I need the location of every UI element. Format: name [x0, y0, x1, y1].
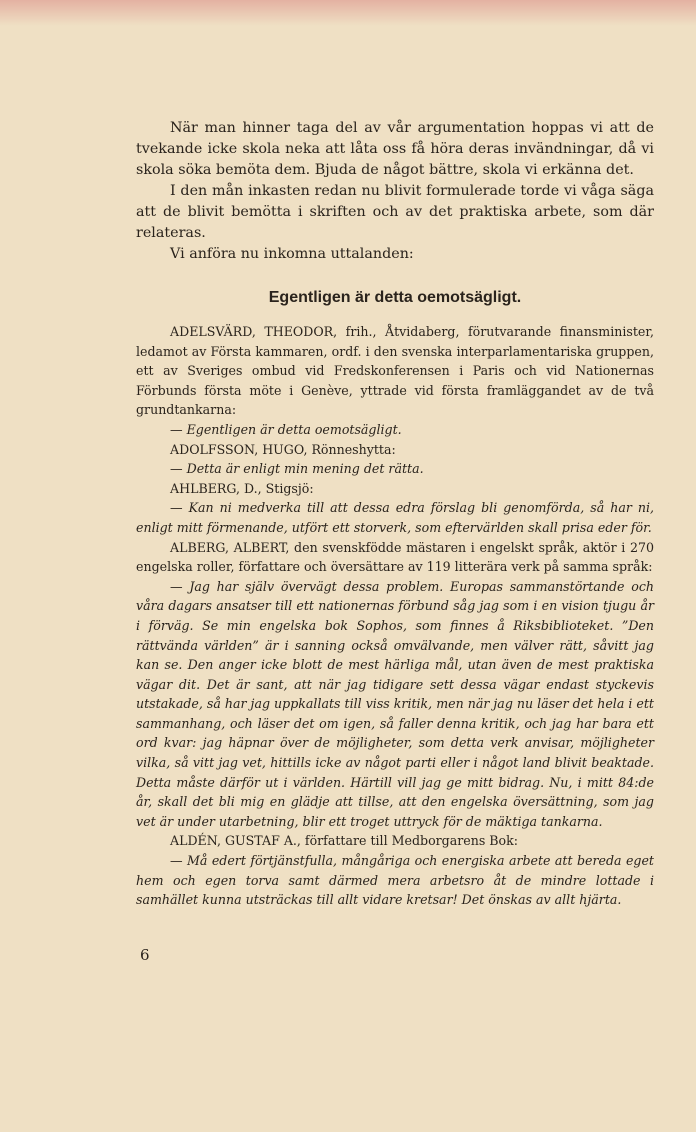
entry-quote-ahlberg: — Kan ni medverka till att dessa edra förslag bli genomförda, så har ni, enligt mitt förmenande, utfört ett storverk, som eftervärlden skall prisa eder för. [136, 500, 654, 535]
document-page [136, 118, 654, 910]
page-stain [0, 0, 696, 26]
intro-paragraph-1: När man hinner taga del av vår argumentation hoppas vi att de tvekande icke skola neka att låta oss få höra deras invändningar, då vi skola söka bemöta dem. Bjuda de något bättre, skola vi erkänna det. [136, 120, 654, 178]
entry-name-alberg: ALBERG, ALBERT, den svenskfödde mästaren i engelskt språk, aktör i 270 engelska roller, författare och översättare av 119 litterära verk på samma språk: [136, 539, 654, 575]
entry-name-adelsvard: ADELSVÄRD, THEODOR, frih., Åtvidaberg, förutvarande finansminister, ledamot av Första kammaren, ordf. i den svenska interparlamentariska gruppen, ett av Sveriges ombud vid Fredskonferensen i Paris och vid Nationernas Förbunds första möte i Genève, yttrade vid första framläggandet av de två grundtankarna: [136, 324, 654, 418]
entry-quote-alden: — Må edert förtjänstfulla, mångåriga och energiska arbete att bereda eget hem och egen torva samt därmed mera arbetsro åt de mindre lottade i samhället kunna utsträckas till allt vidare kretsar! Det önskas av allt hjärta. [136, 853, 654, 908]
intro-paragraph-3: Vi anföra nu inkomna uttalanden: [170, 246, 414, 262]
intro-paragraph-2: I den mån inkasten redan nu blivit formulerade torde vi våga säga att de blivit bemötta i skriften och av det praktiska arbete, som där relateras. [136, 183, 654, 241]
section-heading: Egentligen är detta oemotsägligt. [268, 289, 522, 306]
entry-quote-adolfsson: — Detta är enligt min mening det rätta. [170, 461, 424, 477]
page-number: 6 [140, 946, 150, 964]
entry-quote-adelsvard: — Egentligen är detta oemotsägligt. [170, 421, 402, 437]
entry-name-adolfsson: ADOLFSSON, HUGO, Rönneshytta: [170, 441, 396, 457]
entry-quote-alberg: — Jag har själv övervägt dessa problem. Europas sammanstörtande och våra dagars ansatser till ett nationernas förbund såg jag som i en vision tjugu år i förväg. Se min engelska bok Sophos, som finnes å Riksbiblioteket. ”Den rättvända världen” är i sanning också omvälvande, men välver rätt, såvitt jag kan se. Den anger icke blott de mest härliga mål, utan även de mest praktiska vägar dit. Det är sant, att när jag tidigare sett dessa vägar endast styckevis utstakade, så har jag uppkallats till viss kritik, men när jag nu läser det hela i ett sammanhang, och läser det om igen, så faller denna kritik, och jag har bara ett ord kvar: jag häpnar över de möjligheter, som detta verk anvisar, möjligheter vilka, så vitt jag vet, hittills icke av något parti eller i något land blivit beaktade. Detta måste därför ut i världen. Härtill vill jag ge mitt bidrag. Nu, i mitt 84:de år, skall det bli mig en glädje att tillse, att den engelska översättning, som jag vet är under utarbetning, blir ett troget uttryck för de mäktiga tankarna. [136, 578, 654, 829]
entry-name-alden: ALDÉN, GUSTAF A., författare till Medborgarens Bok: [170, 833, 519, 849]
statements-list [136, 322, 654, 910]
entry-name-ahlberg: AHLBERG, D., Stigsjö: [170, 480, 314, 496]
